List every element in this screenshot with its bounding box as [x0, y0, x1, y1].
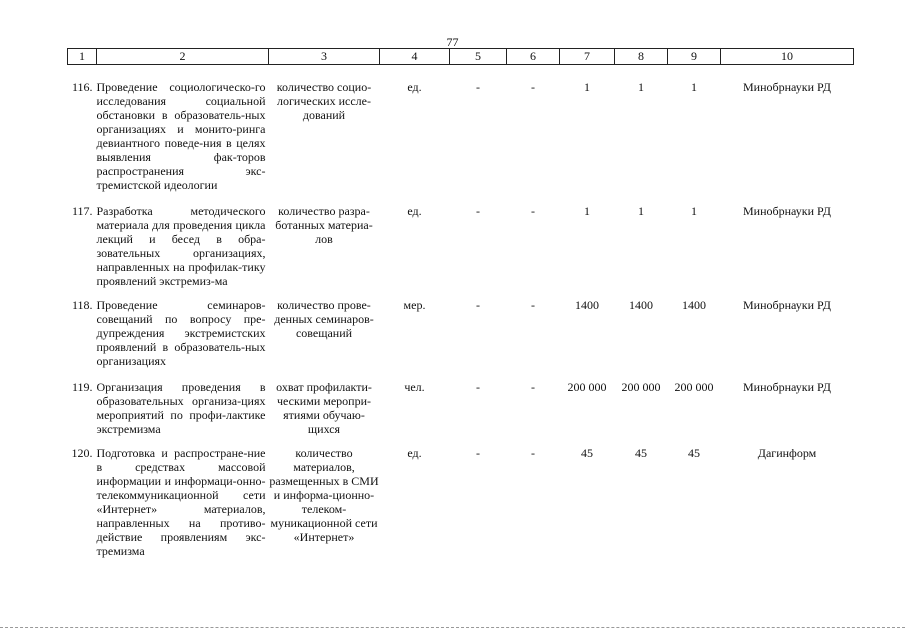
executor-cell: Минобрнауки РД — [743, 298, 831, 312]
row-number: 116. — [71, 80, 93, 94]
executor-cell: Минобрнауки РД — [743, 80, 831, 94]
indicator-cell: количество материалов, размещенных в СМИ и информа-ционно-телеком-муникационной сети «Интернет» — [269, 446, 379, 544]
col8-cell: 45 — [635, 446, 647, 460]
col5-cell: - — [476, 298, 480, 312]
col7-cell: 1 — [584, 80, 590, 94]
col5-cell: - — [476, 204, 480, 218]
col9-cell: 1 — [691, 80, 697, 94]
col6-cell: - — [531, 80, 535, 94]
col8-cell: 1 — [638, 80, 644, 94]
executor-cell: Дагинформ — [757, 446, 817, 460]
col9-cell: 200 000 — [674, 380, 714, 394]
unit-cell: мер. — [403, 298, 426, 312]
row-number: 119. — [71, 380, 93, 394]
table-row — [68, 436, 854, 558]
col7-cell: 200 000 — [567, 380, 607, 394]
col7-cell: 1400 — [575, 298, 599, 312]
table-row — [68, 192, 854, 288]
col8-cell: 1400 — [629, 298, 653, 312]
column-header: 7 — [560, 49, 615, 65]
executor-cell: Минобрнауки РД — [743, 380, 831, 394]
indicator-cell: количество разра-ботанных материа-лов — [275, 204, 373, 246]
col9-cell: 1 — [691, 204, 697, 218]
column-header: 8 — [615, 49, 668, 65]
activity-cell: Подготовка и распростране-ние в средствах массовой информации и информаци-онно-телекоммуникационной сети «Интернет» материалов, направленных на противо-действие проявлениям экс-тремизма — [96, 446, 266, 558]
activity-cell: Организация проведения в образовательных организа-циях мероприятий по профи-лактике экстремизма — [96, 380, 266, 436]
column-header: 9 — [668, 49, 721, 65]
activity-cell: Разработка методического материала для проведения цикла лекций и бесед в обра-зовательных организациях, направленных на профилак-тику проявлений экстремиз-ма — [96, 204, 266, 288]
column-header: 5 — [450, 49, 507, 65]
column-header: 10 — [721, 49, 854, 65]
col5-cell: - — [476, 380, 480, 394]
col6-cell: - — [531, 298, 535, 312]
table-row — [68, 74, 854, 192]
activity-cell: Проведение социологическо-го исследования социальной обстановки в образователь-ных организациях и монито-ринга девиантного поведе-ния в целях выявления фак-торов распространения экс-тремистской идеологии — [96, 80, 266, 192]
column-header: 3 — [269, 49, 380, 65]
col8-cell: 1 — [638, 204, 644, 218]
column-header: 6 — [507, 49, 560, 65]
activities-table — [67, 48, 854, 558]
indicator-cell: охват профилакти-ческими меропри-ятиями обучаю-щихся — [276, 380, 372, 436]
col6-cell: - — [531, 380, 535, 394]
row-number: 120. — [71, 446, 93, 460]
row-number: 118. — [71, 298, 93, 312]
col7-cell: 45 — [581, 446, 593, 460]
column-header: 1 — [68, 49, 97, 65]
column-header: 2 — [97, 49, 269, 65]
header-row — [68, 49, 854, 65]
col5-cell: - — [476, 446, 480, 460]
col5-cell: - — [476, 80, 480, 94]
table-row — [68, 288, 854, 368]
activity-cell: Проведение семинаров-совещаний по вопросу пре-дупреждения экстремистских проявлений в образователь-ных организациях — [96, 298, 266, 368]
table-row — [68, 368, 854, 436]
page-bottom-edge — [0, 627, 905, 628]
indicator-cell: количество социо-логических иссле-дований — [276, 80, 372, 122]
unit-cell: ед. — [407, 80, 422, 94]
col6-cell: - — [531, 446, 535, 460]
unit-cell: чел. — [404, 380, 425, 394]
row-number: 117. — [71, 204, 93, 218]
executor-cell: Минобрнауки РД — [743, 204, 831, 218]
unit-cell: ед. — [407, 446, 422, 460]
column-header: 4 — [380, 49, 450, 65]
indicator-cell: количество прове-денных семинаров-совещаний — [274, 298, 374, 340]
col9-cell: 1400 — [682, 298, 706, 312]
col7-cell: 1 — [584, 204, 590, 218]
unit-cell: ед. — [407, 204, 422, 218]
col8-cell: 200 000 — [621, 380, 661, 394]
col9-cell: 45 — [688, 446, 700, 460]
page-number: 77 — [446, 35, 459, 49]
spacer-row — [68, 65, 854, 75]
col6-cell: - — [531, 204, 535, 218]
